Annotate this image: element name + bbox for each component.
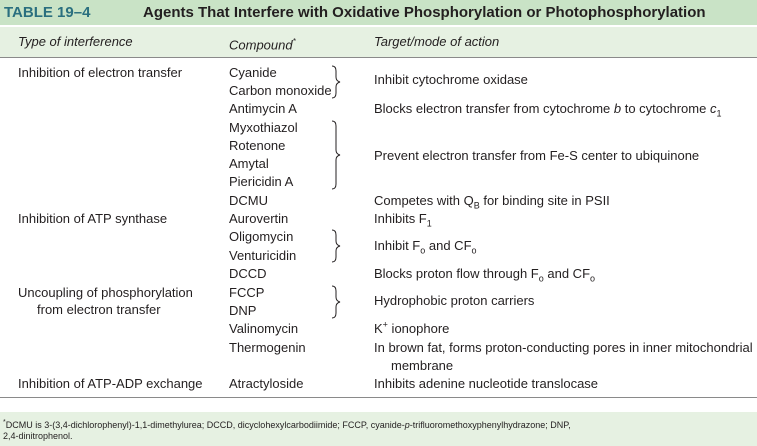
table-title-bar (0, 0, 757, 25)
table-title: Agents That Interfere with Oxidative Phosphorylation or Photophosphorylation (143, 4, 706, 21)
compound-dccd: DCCD (229, 266, 267, 281)
compound-aurovertin: Aurovertin (229, 211, 289, 226)
compound-piericidin-a: Piericidin A (229, 174, 294, 189)
target-proton-flow (374, 266, 595, 282)
target-t6-part2: and CF (543, 266, 591, 281)
target-t6-part1: Blocks proton flow through F (374, 266, 539, 281)
target-t6-sub2: o (590, 273, 596, 284)
compound-venturicidin: Venturicidin (229, 248, 297, 263)
target-brown-fat-line1: In brown fat, forms proton-conducting pores in inner mitochondrial (374, 340, 753, 355)
compound-dnp: DNP (229, 303, 257, 318)
target-t3-part1: Competes with Q (374, 193, 474, 208)
footnote-mark: * (3, 419, 6, 426)
compound-amytal: Amytal (229, 156, 269, 171)
target-brown-fat-line2: membrane (391, 358, 454, 373)
compound-dcmu: DCMU (229, 193, 268, 208)
table-number: TABLE 19–4 (4, 4, 91, 21)
compound-thermogenin: Thermogenin (229, 340, 306, 355)
compound-rotenone: Rotenone (229, 138, 286, 153)
type-uncoupling-line2: from electron transfer (37, 302, 161, 317)
header-rule (0, 57, 757, 58)
footnote-line1-italic: p (404, 420, 410, 430)
target-t5-sub1: o (420, 245, 426, 256)
target-t8-superscript: + (382, 319, 388, 330)
header-compound (229, 34, 296, 53)
target-t1-part2: b (613, 101, 622, 116)
target-nucleotide-translocase: Inhibits adenine nucleotide translocase (374, 376, 599, 391)
target-t5-sub2: o (471, 245, 477, 256)
compound-fccp: FCCP (229, 285, 265, 300)
brace-cyanide-co (331, 65, 341, 99)
footnote-line1: DCMU is 3-(3,4-dichlorophenyl)-1,1-dimethylurea; DCCD, dicyclohexylcarbodiimide; FCCP, cyanide- (5, 420, 405, 430)
target-t8-part2: ionophore (387, 321, 450, 336)
target-t3-subscript: B (473, 200, 480, 211)
target-cytochrome-b-c1 (374, 101, 721, 117)
target-t5-part1: Inhibit F (374, 238, 421, 253)
target-t6-sub1: o (538, 273, 544, 284)
target-t1-part3: to cytochrome (621, 101, 710, 116)
brace-oligomycin-venturicidin (331, 229, 341, 263)
target-cytochrome-oxidase: Inhibit cytochrome oxidase (374, 72, 528, 87)
header-compound-footnote-mark: * (292, 37, 296, 46)
target-t1-subscript: 1 (716, 108, 722, 119)
type-electron-transfer: Inhibition of electron transfer (18, 65, 183, 80)
target-qb-psii (374, 193, 610, 209)
brace-fccp-dnp (331, 285, 341, 319)
footnote-line1-end: -trifluoromethoxyphenylhydrazone; DNP, (409, 420, 571, 430)
type-uncoupling-line1: Uncoupling of phosphorylation (18, 285, 193, 300)
target-t1-part4: c (709, 101, 717, 116)
type-atp-synthase: Inhibition of ATP synthase (18, 211, 168, 226)
footnote (3, 417, 743, 442)
compound-atractyloside: Atractyloside (229, 376, 304, 391)
compound-cyanide: Cyanide (229, 65, 277, 80)
target-fe-s-ubiquinone: Prevent electron transfer from Fe-S center to ubiquinone (374, 148, 700, 163)
header-type-of-interference: Type of interference (18, 34, 133, 49)
header-target: Target/mode of action (374, 34, 500, 49)
compound-carbon-monoxide: Carbon monoxide (229, 83, 332, 98)
target-inhibit-fo-cfo (374, 238, 477, 254)
compound-myxothiazol: Myxothiazol (229, 120, 298, 135)
target-k-ionophore (374, 321, 449, 337)
footnote-line2: 2,4-dinitrophenol. (3, 431, 73, 441)
table-bottom-rule (0, 397, 757, 398)
target-t1-part1: Blocks electron transfer from cytochrome (374, 101, 614, 116)
target-t4-part1: Inhibits F (374, 211, 427, 226)
target-t5-part2: and CF (425, 238, 472, 253)
brace-complex-i-inhibitors (331, 120, 341, 190)
compound-valinomycin: Valinomycin (229, 321, 299, 336)
target-t4-subscript: 1 (426, 218, 432, 229)
compound-oligomycin: Oligomycin (229, 229, 294, 244)
compound-antimycin-a: Antimycin A (229, 101, 297, 116)
target-proton-carriers: Hydrophobic proton carriers (374, 293, 535, 308)
target-inhibits-f1 (374, 211, 432, 227)
target-t3-part2: for binding site in PSII (479, 193, 610, 208)
type-atp-adp-exchange: Inhibition of ATP-ADP exchange (18, 376, 203, 391)
target-t8-part1: K (374, 321, 383, 336)
header-compound-label: Compound (229, 37, 293, 53)
